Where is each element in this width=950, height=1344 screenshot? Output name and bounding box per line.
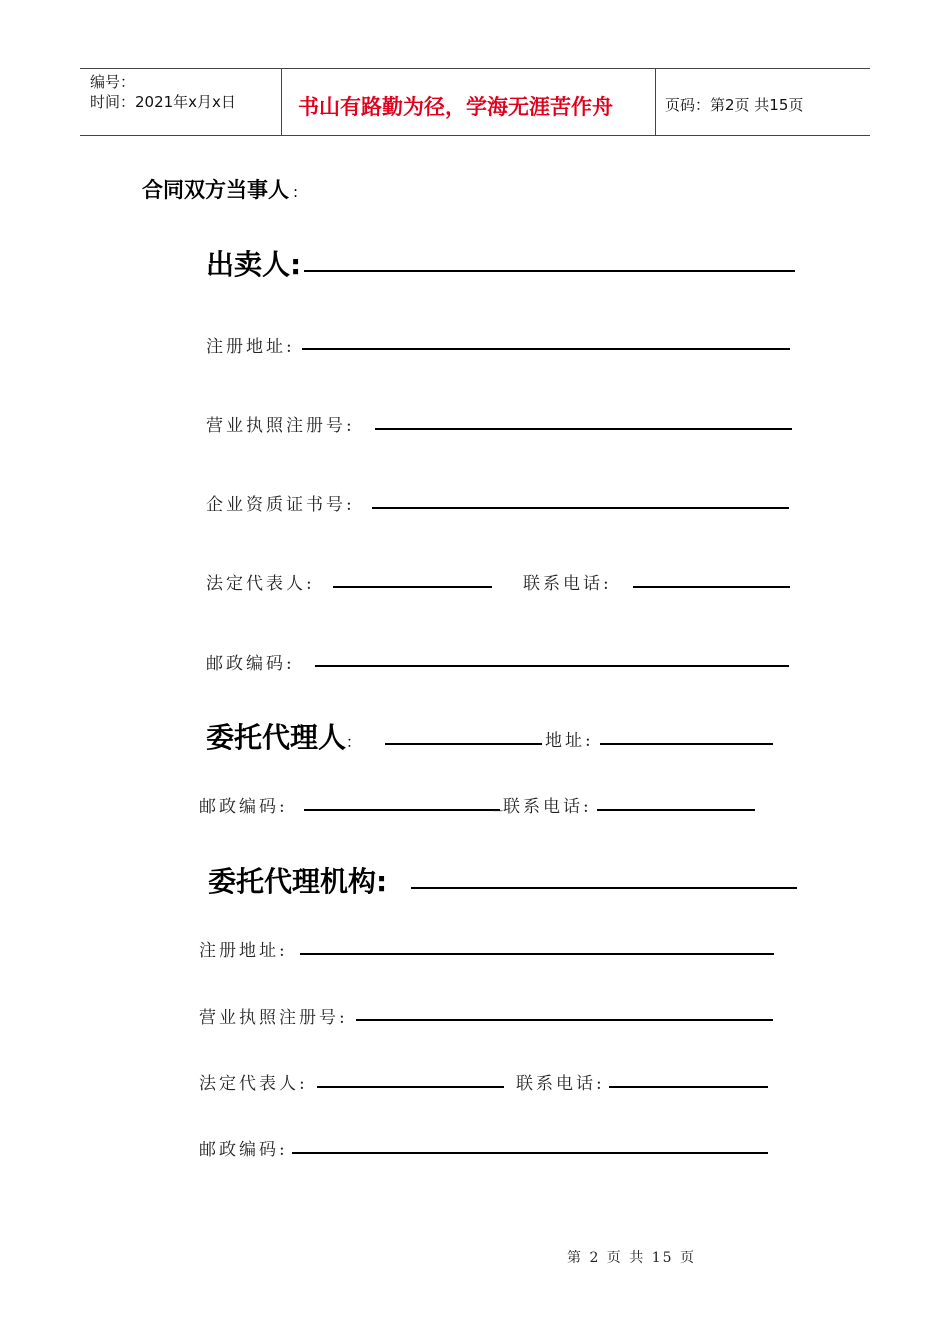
seller-license-label: 营业执照注册号:: [206, 416, 355, 436]
seller-name-field[interactable]: [304, 270, 795, 272]
agent-postcode-label: 邮政编码:: [199, 797, 288, 817]
seller-postcode-label: 邮政编码:: [206, 654, 295, 674]
header-motto: 书山有路勤为径，学海无涯苦作舟: [298, 95, 613, 119]
seller-phone-field[interactable]: [633, 586, 790, 588]
parties-title-colon: :: [293, 183, 299, 201]
agent-title-text: 委托代理人: [206, 721, 347, 754]
agency-license-field[interactable]: [356, 1019, 773, 1021]
agency-phone-field[interactable]: [609, 1086, 768, 1088]
agency-name-field[interactable]: [411, 887, 797, 889]
agency-postcode-field[interactable]: [292, 1152, 768, 1154]
seller-reg-address-field[interactable]: [302, 348, 790, 350]
page-footer: 第 2 页 共 15 页: [567, 1250, 696, 1266]
seller-legal-rep-field[interactable]: [333, 586, 492, 588]
agent-title-colon: ：: [346, 733, 362, 751]
seller-license-field[interactable]: [375, 428, 792, 430]
seller-title: 出卖人:: [206, 248, 302, 281]
seller-qualification-field[interactable]: [372, 507, 789, 509]
parties-title-text: 合同双方当事人: [142, 178, 289, 202]
agent-address-field[interactable]: [600, 743, 773, 745]
header-top-border: [80, 68, 870, 69]
header-divider-left: [281, 68, 282, 136]
agent-postcode-field[interactable]: [304, 809, 500, 811]
agency-phone-label: 联系电话:: [516, 1074, 605, 1094]
agency-title: 委托代理机构:: [208, 865, 388, 898]
seller-qualification-label: 企业资质证书号:: [206, 495, 355, 515]
agency-legal-rep-field[interactable]: [317, 1086, 504, 1088]
seller-reg-address-label: 注册地址:: [206, 337, 295, 357]
seller-legal-rep-label: 法定代表人:: [206, 574, 315, 594]
agent-phone-field[interactable]: [597, 809, 755, 811]
agent-name-field[interactable]: [385, 743, 542, 745]
page-info: 页码：第2页 共15页: [665, 96, 804, 114]
serial-label: 编号：: [90, 73, 136, 91]
seller-postcode-field[interactable]: [315, 665, 789, 667]
agent-title: [206, 716, 361, 756]
agent-underscore: _: [494, 792, 503, 812]
agent-address-label: 地址:: [545, 731, 594, 751]
seller-phone-label: 联系电话:: [523, 574, 612, 594]
header-bottom-border: [80, 135, 870, 136]
parties-title: [142, 174, 298, 204]
agency-reg-address-label: 注册地址:: [199, 941, 288, 961]
agent-phone-label: 联系电话:: [503, 797, 592, 817]
agency-legal-rep-label: 法定代表人:: [199, 1074, 308, 1094]
agency-postcode-label: 邮政编码:: [199, 1140, 288, 1160]
header-divider-right: [655, 68, 656, 136]
time-label: 时间：2021年x月x日: [90, 93, 236, 111]
agency-license-label: 营业执照注册号:: [199, 1008, 348, 1028]
agency-reg-address-field[interactable]: [300, 953, 774, 955]
